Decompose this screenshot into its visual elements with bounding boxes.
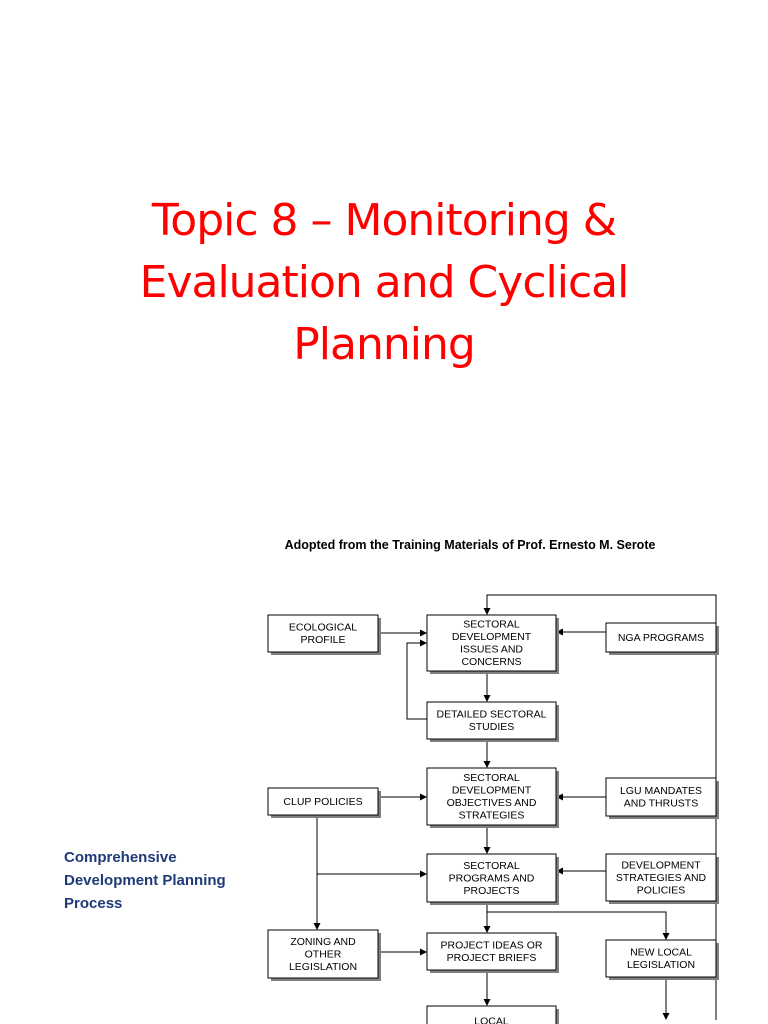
node-label: SECTORAL xyxy=(463,772,520,784)
node-zoning xyxy=(268,930,381,981)
connector-arrow xyxy=(484,847,491,854)
node-label: PROGRAMS AND xyxy=(448,872,535,885)
node-label: LOCAL xyxy=(474,1015,509,1024)
node-label: LEGISLATION xyxy=(288,960,358,973)
node-dev-strategies xyxy=(606,854,719,904)
node-label: DEVELOPMENT xyxy=(451,784,532,797)
node-label: DETAILED SECTORAL xyxy=(436,708,547,721)
connector-arrow xyxy=(484,695,491,702)
side-caption-line-2: Development Planning xyxy=(64,872,226,889)
node-label: CONCERNS xyxy=(461,656,522,668)
node-sectoral-issues xyxy=(427,615,559,674)
node-label: PROJECT BRIEFS xyxy=(446,952,537,964)
connector-arrow xyxy=(420,794,427,801)
connector-arrow xyxy=(484,926,491,933)
side-caption-line-1: Comprehensive xyxy=(64,849,177,866)
node-label: AND THRUSTS xyxy=(623,797,699,810)
node-ecological-profile xyxy=(268,615,381,655)
node-label: DEVELOPMENT xyxy=(621,859,701,872)
connector-arrow xyxy=(484,999,491,1006)
connector-arrow xyxy=(484,608,491,615)
node-label: SECTORAL xyxy=(463,859,520,872)
connector-arrow xyxy=(314,923,321,930)
node-label: OBJECTIVES AND xyxy=(446,797,537,809)
node-label: STUDIES xyxy=(468,721,515,733)
connector-arrow xyxy=(663,933,670,940)
node-label: ZONING AND xyxy=(290,935,356,948)
node-label: ISSUES AND xyxy=(459,643,524,656)
node-label: ECOLOGICAL xyxy=(288,621,358,634)
connector-arrow xyxy=(420,871,427,878)
connector-line xyxy=(407,643,427,719)
node-nga-programs xyxy=(606,623,719,655)
node-label: DEVELOPMENT xyxy=(451,631,532,643)
node-label: LGU MANDATES xyxy=(619,785,703,797)
node-new-local-legislation xyxy=(606,940,719,980)
node-label: PROJECTS xyxy=(463,884,520,897)
node-detailed-studies xyxy=(427,702,559,742)
title-line-2: Evaluation and Cyclical xyxy=(139,257,629,308)
node-label: PROJECT IDEAS OR xyxy=(440,939,543,952)
connector-arrow xyxy=(420,949,427,956)
node-label: PROFILE xyxy=(300,634,346,646)
node-label: NEW LOCAL xyxy=(630,946,692,959)
node-label: POLICIES xyxy=(636,884,686,897)
node-label: OTHER xyxy=(304,948,342,961)
node-label: LEGISLATION xyxy=(626,959,696,971)
connector-arrow xyxy=(420,630,427,637)
connector-arrow xyxy=(420,640,427,647)
node-label: STRATEGIES AND xyxy=(615,871,707,884)
title-line-1: Topic 8 – Monitoring & xyxy=(151,195,617,246)
diagram-nodes xyxy=(268,615,719,1024)
node-clup-policies xyxy=(268,788,381,818)
node-local-bottom xyxy=(427,1006,559,1024)
side-caption-line-3: Process xyxy=(64,895,123,912)
connector-arrow xyxy=(663,1013,670,1020)
connector-line xyxy=(487,912,666,933)
node-label: CLUP POLICIES xyxy=(283,795,363,808)
title-line-3: Planning xyxy=(293,319,475,370)
node-label: SECTORAL xyxy=(463,618,520,631)
connector-arrow xyxy=(484,761,491,768)
node-label: STRATEGIES xyxy=(458,809,525,822)
attribution-text: Adopted from the Training Materials of Prof. Ernesto M. Serote xyxy=(284,538,656,552)
node-sectoral-objectives xyxy=(427,768,559,828)
node-label: NGA PROGRAMS xyxy=(617,631,705,644)
node-project-ideas xyxy=(427,933,559,973)
node-sectoral-programs xyxy=(427,854,559,905)
node-lgu-mandates xyxy=(606,778,719,819)
